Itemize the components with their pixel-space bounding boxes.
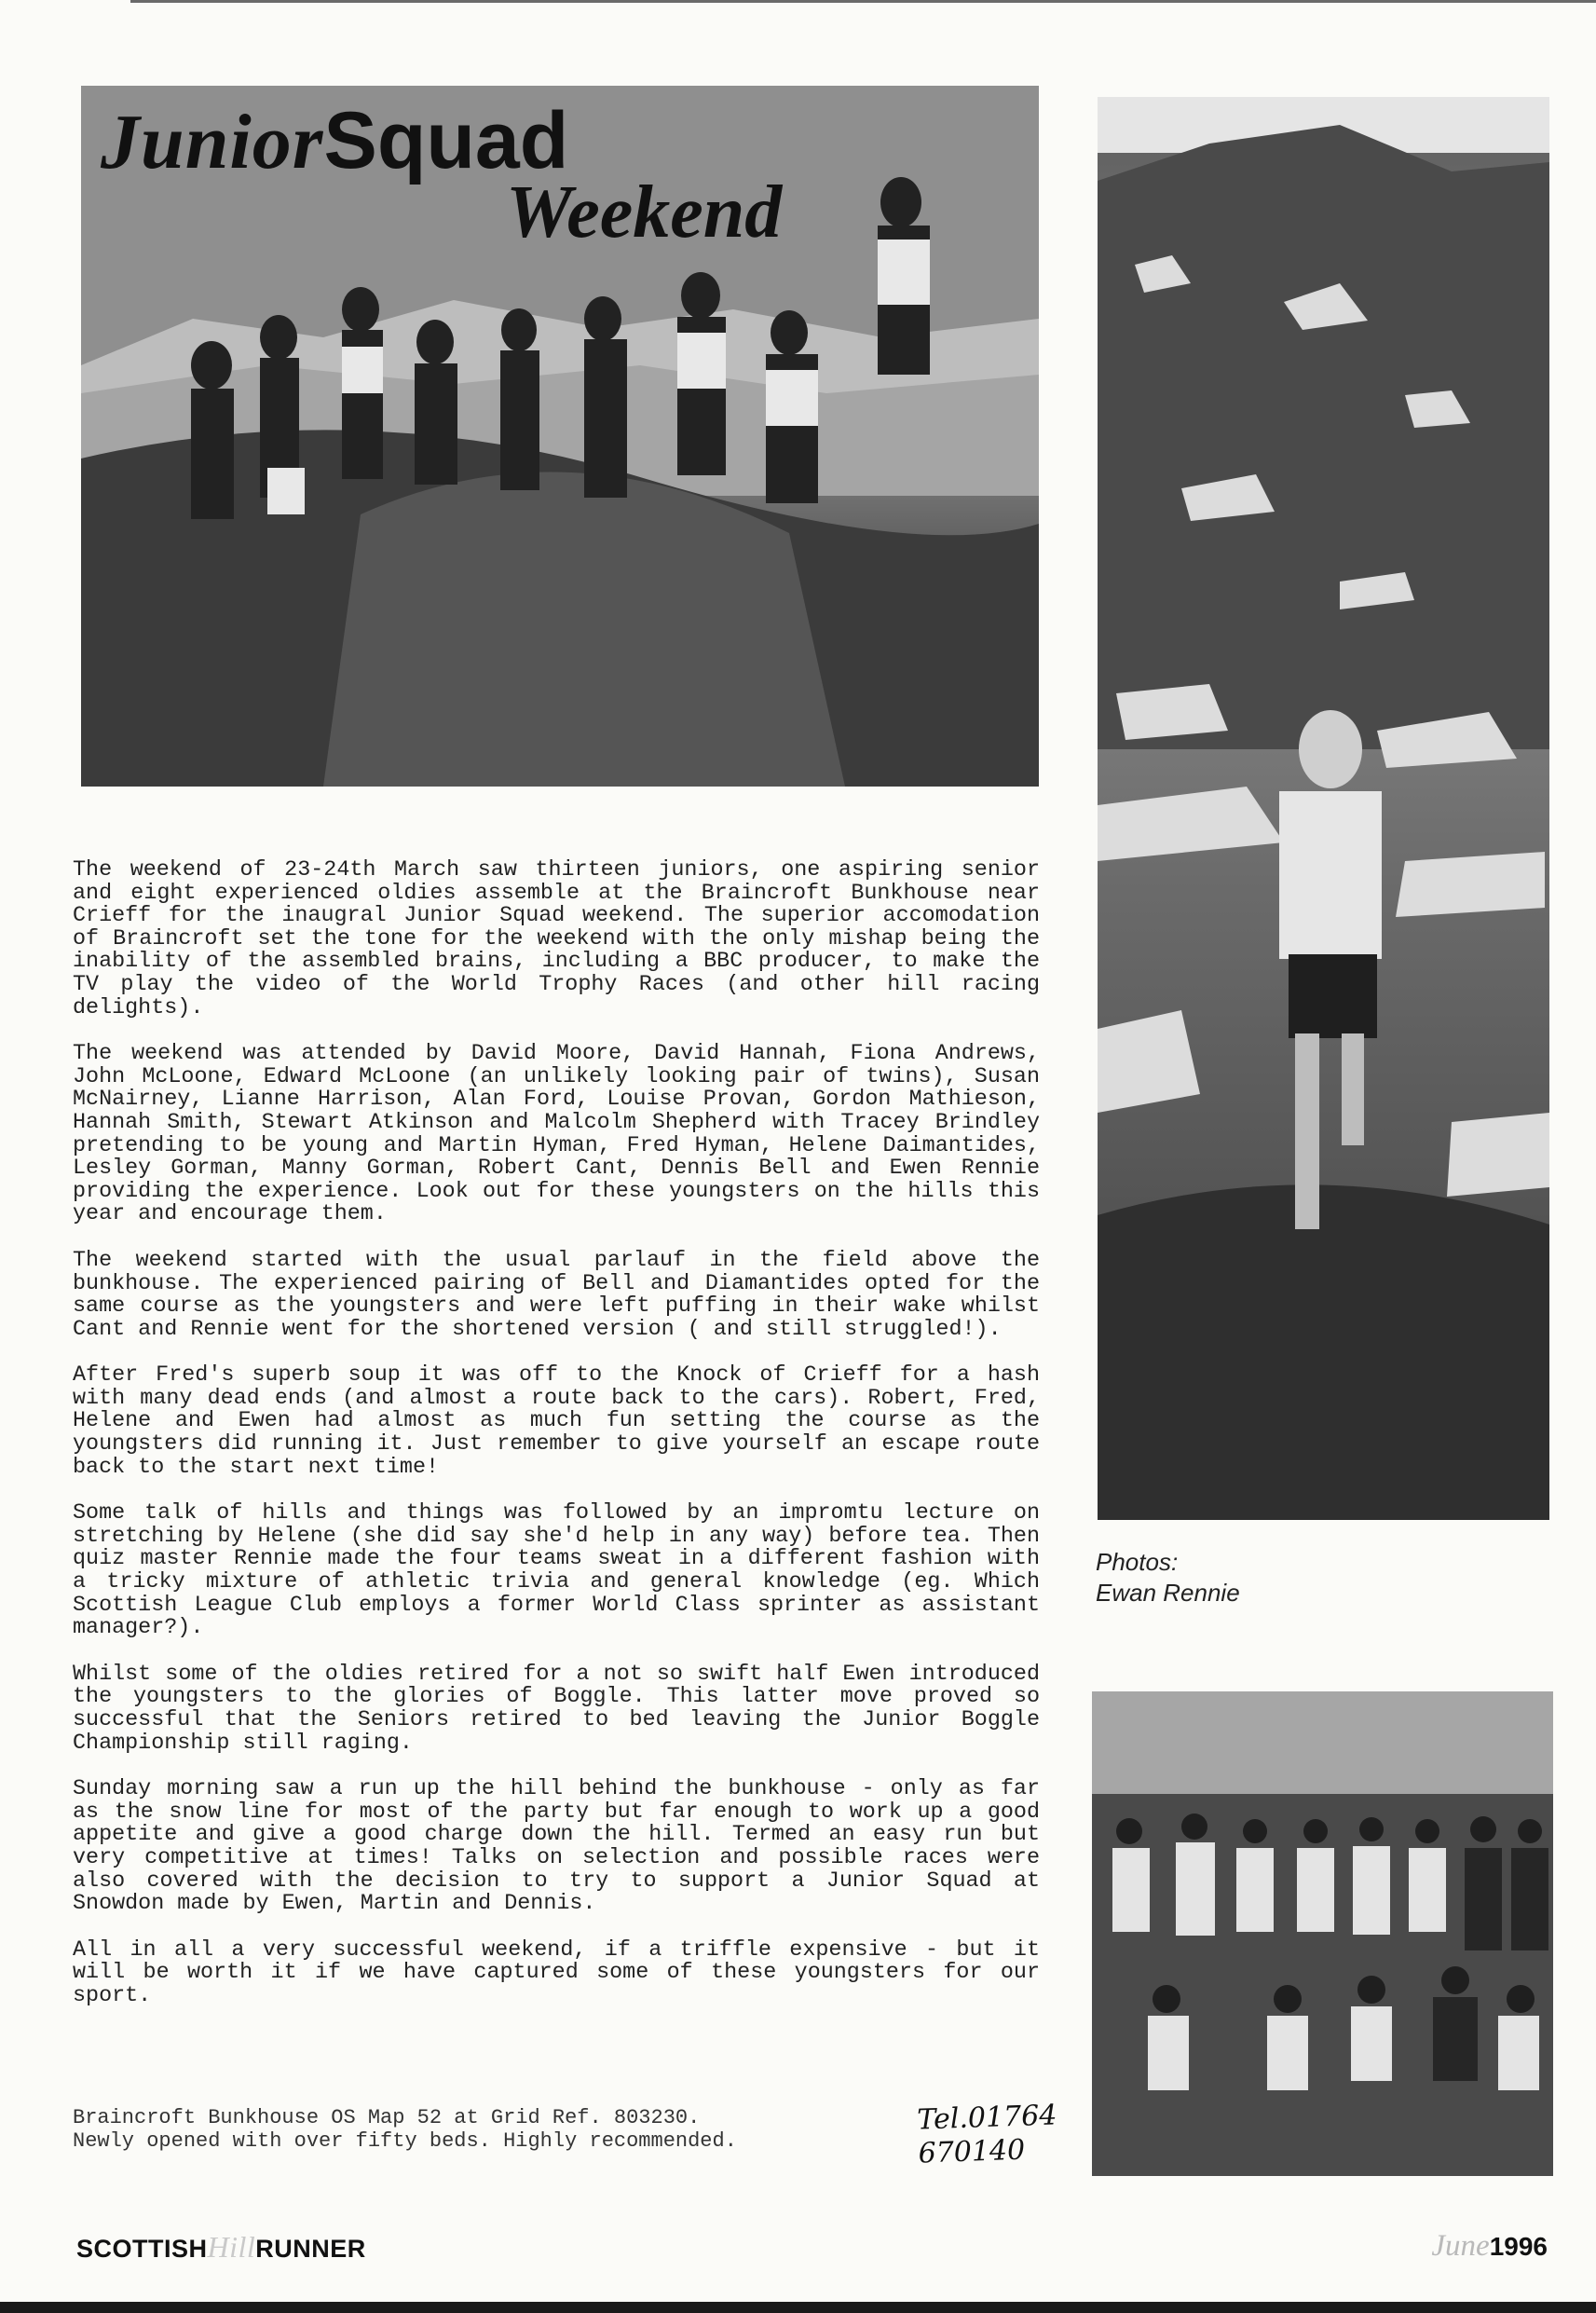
- article-paragraph: The weekend was attended by David Moore, David Hannah, Fiona Andrews, John McLoone, Edward McLoone (an unlikely looking pair of twins), Susan McNairney, Lianne Harrison, Alan Ford, Louise Provan, Gordon Mathieson, Hannah Smith, Stewart Atkinson and Malcolm Shepherd with Tracey Brindley pretending to be young and Martin Hyman, Fred Hyman, Helene Daimantides, Lesley Gorman, Manny Gorman, Robert Cant, Dennis Bell and Ewen Rennie providing the experience. Look out for these youngsters on the hills this year and encourage them.: [73, 1042, 1040, 1227]
- runner-photo-snow: [1098, 97, 1549, 1520]
- photo-credit-name: Ewan Rennie: [1096, 1579, 1240, 1607]
- publication-name-part1: SCOTTISH: [76, 2235, 208, 2263]
- photo-credit-label: Photos:: [1096, 1548, 1179, 1576]
- article-body: [73, 859, 1040, 2032]
- article-paragraph: After Fred's superb soup it was off to the Knock of Crieff for a hash with many dead ends (and almost a route back to the cars). Robert, Fred, Helene and Ewen had almost as much fun setting the course as the youngsters did running it. Just remember to give yourself an escape route back to the start next time!: [73, 1363, 1040, 1480]
- handwritten-phone-note: [917, 2099, 1058, 2170]
- publication-name-part2: Hill: [207, 2230, 256, 2264]
- issue-year: 1996: [1489, 2232, 1548, 2261]
- article-paragraph: All in all a very successful weekend, if a triffle expensive - but it will be worth it if we have captured some of these youngsters for our sport.: [73, 1937, 1040, 2008]
- footnote-line: Braincroft Bunkhouse OS Map 52 at Grid Ref. 803230.: [73, 2106, 701, 2129]
- group-photo-field: [1092, 1691, 1553, 2176]
- runner-photo-illustration: [1098, 97, 1549, 1520]
- publication-name-part3: RUNNER: [255, 2235, 366, 2263]
- handwritten-line: Tel.01764: [916, 2099, 1057, 2137]
- article-headline: [101, 96, 783, 253]
- footnote-line: Newly opened with over fifty beds. Highly recommended.: [73, 2129, 737, 2153]
- photo-credit: [1096, 1547, 1240, 1608]
- article-paragraph: Some talk of hills and things was followed by an impromtu lecture on stretching by Helene (she did say she'd help in any way) before tea. Then quiz master Rennie made the four teams sweat in a different fashion with a tricky mixture of athletic trivia and general knowledge (eg. Which Scottish League Club employs a former World Class sprinter as assistant manager?).: [73, 1501, 1040, 1641]
- article-paragraph: The weekend started with the usual parlauf in the field above the bunkhouse. The experienced pairing of Bell and Diamantides opted for the same course as the youngsters and were left puffing in their wake whilst Cant and Rennie went for the shortened version ( and still struggled!).: [73, 1248, 1040, 1342]
- group-photo-field-illustration: [1092, 1691, 1553, 2176]
- article-footnote: [73, 2106, 911, 2153]
- issue-month: June: [1431, 2229, 1490, 2263]
- headline-squad: Squad: [323, 96, 569, 185]
- article-paragraph: Whilst some of the oldies retired for a not so swift half Ewen introduced the youngsters to the glories of Boggle. This latter move proved so successful that the Seniors retired to bed leaving the Junior Boggle Championship still raging.: [73, 1662, 1040, 1756]
- issue-date: [1431, 2229, 1548, 2264]
- article-paragraph: Sunday morning saw a run up the hill behind the bunkhouse - only as far as the snow line for most of the party but far enough to work up a good appetite and give a good charge down the hill. Termed an easy run but very competitive at times! Talks on selection and possible races were also covered with the decision to try to support a Junior Squad at Snowdon made by Ewen, Martin and Dennis.: [73, 1777, 1040, 1917]
- top-rule: [130, 0, 1596, 3]
- handwritten-line: 670140: [918, 2133, 1026, 2170]
- page-edge-bar: [0, 2302, 1596, 2313]
- headline-weekend: Weekend: [506, 171, 783, 253]
- headline-junior: Junior: [101, 99, 324, 185]
- publication-name: [76, 2230, 366, 2265]
- article-paragraph: The weekend of 23-24th March saw thirteen juniors, one aspiring senior and eight experienced oldies assemble at the Braincroft Bunkhouse near Crieff for the inaugral Junior Squad weekend. The superior accomodation of Braincroft set the tone for the weekend with the only mishap being the inability of the assembled brains, including a BBC producer, to make the TV play the video of the World Trophy Races (and other hill racing delights).: [73, 858, 1040, 1020]
